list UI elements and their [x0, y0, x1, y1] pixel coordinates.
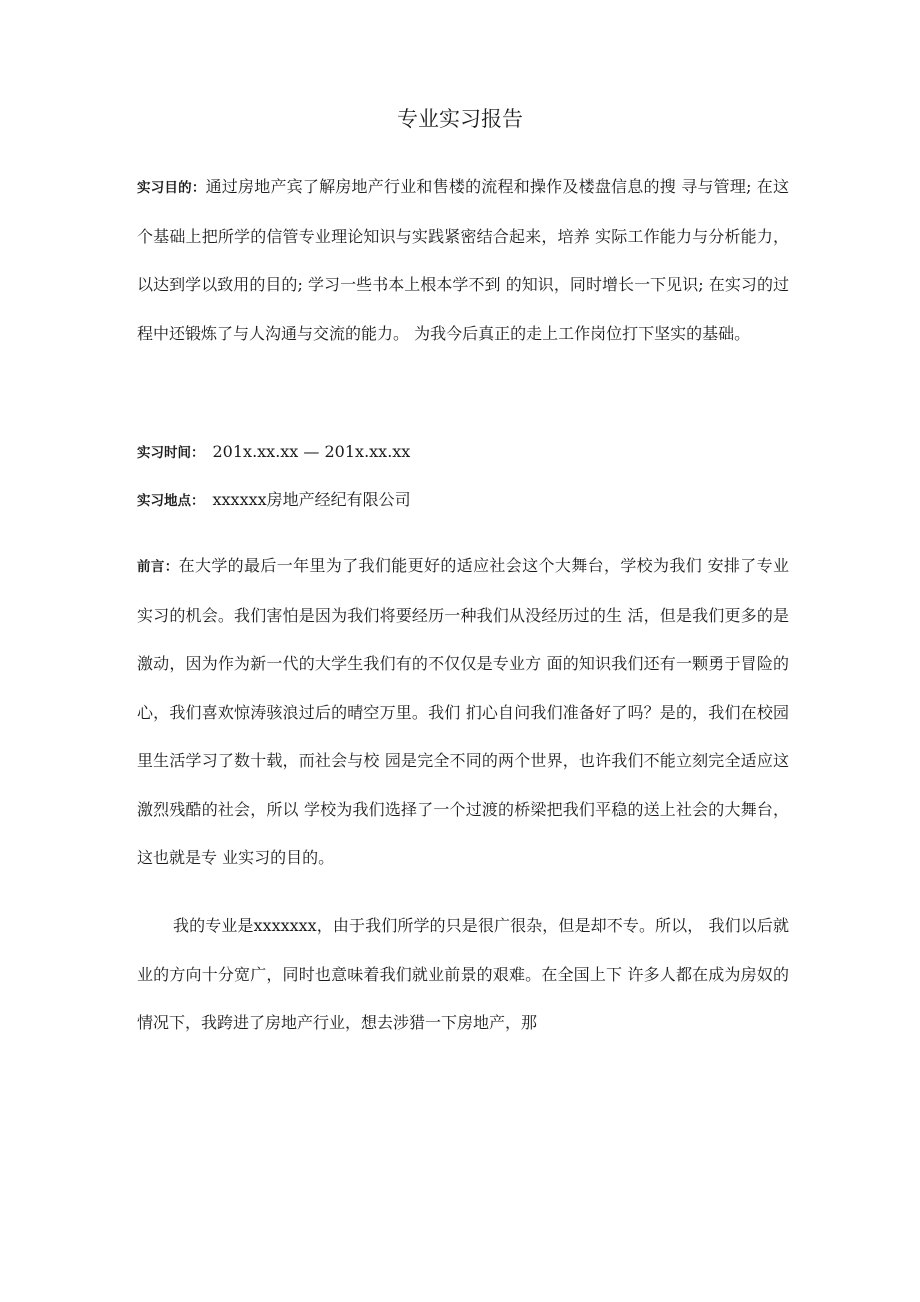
- preface-paragraph: [137, 542, 789, 883]
- place-value: xxxxxx房地产经纪有限公司: [212, 490, 411, 509]
- time-label: 实习时间：: [137, 445, 205, 461]
- time-row: [137, 440, 410, 465]
- preface-label: 前言：: [137, 559, 179, 575]
- purpose-text: 通过房地产宾了解房地产行业和售楼的流程和操作及楼盘信息的搜 寻与管理; 在这个基础上把所学的信管专业理论知识与实践紧密结合起来，培养 实际工作能力与分析能力，以达到学以致用的目的; 学习一些书本上根本学不到 的知识，同时增长一下见识; 在实习的过程中还锻炼了与人沟通与交流的能力。 为我今后真正的走上工作岗位打下坚实的基础。: [137, 177, 789, 343]
- purpose-paragraph: [137, 163, 789, 358]
- body-paragraph: 我的专业是xxxxxxx，由于我们所学的只是很广很杂，但是却不专。所以， 我们以后就业的方向十分宽广，同时也意味着我们就业前景的艰难。在全国上下 许多人都在成为房奴的情况下，我跨进了房地产行业，想去涉猎一下房地产，那: [137, 916, 789, 1032]
- place-label: 实习地点：: [137, 493, 205, 509]
- preface-text: 在大学的最后一年里为了我们能更好的适应社会这个大舞台，学校为我们 安排了专业实习的机会。我们害怕是因为我们将要经历一种我们从没经历过的生 活，但是我们更多的是激动，因为作为新一代的大学生我们有的不仅仅是专业方 面的知识我们还有一颗勇于冒险的心，我们喜欢惊涛骇浪过后的晴空万里。我们 扪心自问我们准备好了吗？是的，我们在校园里生活学习了数十载，而社会与校 园是完全不同的两个世界，也许我们不能立刻完全适应这激烈残酷的社会，所以 学校为我们选择了一个过渡的桥梁把我们平稳的送上社会的大舞台，这也就是专 业实习的目的。: [137, 556, 790, 867]
- purpose-label: 实习目的：: [137, 180, 206, 196]
- page-title: 专业实习报告: [397, 107, 523, 131]
- place-row: [137, 488, 411, 513]
- time-value: 201x.xx.xx — 201x.xx.xx: [212, 442, 411, 461]
